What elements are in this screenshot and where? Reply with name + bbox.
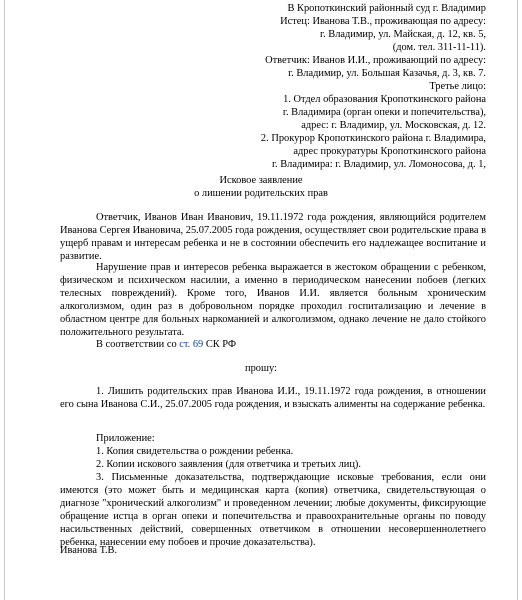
third-party-2-address: г. Владимира: г. Владимир, ул. Ломоносова, д. 1, [271, 159, 486, 170]
third-party-1-line-2: г. Владимира (орган опеки и попечительства), [282, 107, 486, 118]
legal-basis-prefix: В соответствии со [96, 339, 180, 350]
request-item-1 [60, 385, 486, 411]
paragraph-text: Нарушение прав и интересов ребенка выражается в жестоком обращении с ребенком, физическом и психическом насилии, а именно в периодическом нанесении побоев (легких телесных повреждений). Кроме того, Иванов И.И. является больным хроническим алкоголизмом, один раз в добровольном порядке проходил госпитализацию и лечение в областном центре для больных наркоманией и алкоголизмом, однако лечение не дало стойкого положительного результата. [60, 262, 486, 338]
page-border-right [517, 0, 518, 600]
appendix-item-2: 2. Копии искового заявления (для ответчика и третьих лиц). [96, 459, 361, 470]
paragraph-text: Ответчик, Иванов Иван Иванович, 19.11.1972 года рождения, являющийся родителем Иванова Сергея Ивановича, 25.07.2005 года рождения, осуществляет свои родительские права в ущерб правам и интересам ребенка и не в состоянии обеспечить его надлежащее воспитание и развитие. [60, 212, 486, 262]
plaintiff-phone: (дом. тел. 311-11-11). [392, 42, 486, 53]
appendix-item-3: 3. Письменные доказательства, подтверждающие исковые требования, если они имеются (это может быть и медицинская карта (копия) ответчика, свидетельствующая о диагнозе "хронический алкоголизм" и проведенном лечении; любые документы, фиксирующие обращение истца в орган опеки и попечительства и правоохранительные органы по поводу насильственных действий, совершенных ответчиком в отношении несовершеннолетнего ребенка, нанесении ему побоев и прочие доказательства). [60, 472, 486, 548]
paragraph-legal-basis [60, 338, 486, 351]
paragraph-defendant [60, 211, 486, 263]
title-line-2: о лишении родительских прав [194, 188, 328, 199]
article-69-link[interactable]: ст. 69 [179, 339, 204, 350]
third-party-1-address: адрес: г. Владимир, ул. Московская, д. 12. [301, 120, 486, 131]
document-title [0, 174, 522, 200]
title-line-1: Исковое заявление [219, 175, 303, 186]
third-party-1-line-1: 1. Отдел образования Кропоткинского района [283, 94, 486, 105]
plaintiff-line: Истец: Иванова Т.В., проживающая по адресу: [280, 16, 486, 27]
third-party-2-line-2: адрес прокуратуры Кропоткинского района [293, 146, 486, 157]
appendix-label: Приложение: [96, 433, 155, 444]
page-border-left [4, 0, 5, 600]
request-heading: прошу: [245, 363, 277, 374]
plaintiff-address: г. Владимир, ул. Майская, д. 12, кв. 5, [319, 29, 486, 40]
court-name: В Кропоткинский районный суд г. Владимир [287, 3, 486, 14]
third-party-label: Третье лицо: [429, 81, 486, 92]
third-party-2-line-1: 2. Прокурор Кропоткинского района г. Владимира, [260, 133, 486, 144]
appendix-block [60, 432, 486, 549]
paragraph-violations [60, 261, 486, 339]
document-header [186, 2, 486, 171]
legal-basis-suffix: СК РФ [203, 339, 237, 350]
defendant-address: г. Владимир, ул. Большая Казачья, д. 3, кв. 7. [288, 68, 486, 79]
defendant-line: Ответчик: Иванов И.И., проживающий по адресу: [265, 55, 486, 66]
paragraph-text: 1. Лишить родительских прав Иванова И.И., 19.11.1972 года рождения, в отношении его сына Иванова С.И., 25.07.2005 года рождения, и взыскать алименты на содержание ребенка. [60, 386, 486, 410]
signature: Иванова Т.В. [60, 545, 118, 556]
appendix-item-1: 1. Копия свидетельства о рождении ребенка. [96, 446, 294, 457]
paragraph-text [60, 338, 486, 351]
